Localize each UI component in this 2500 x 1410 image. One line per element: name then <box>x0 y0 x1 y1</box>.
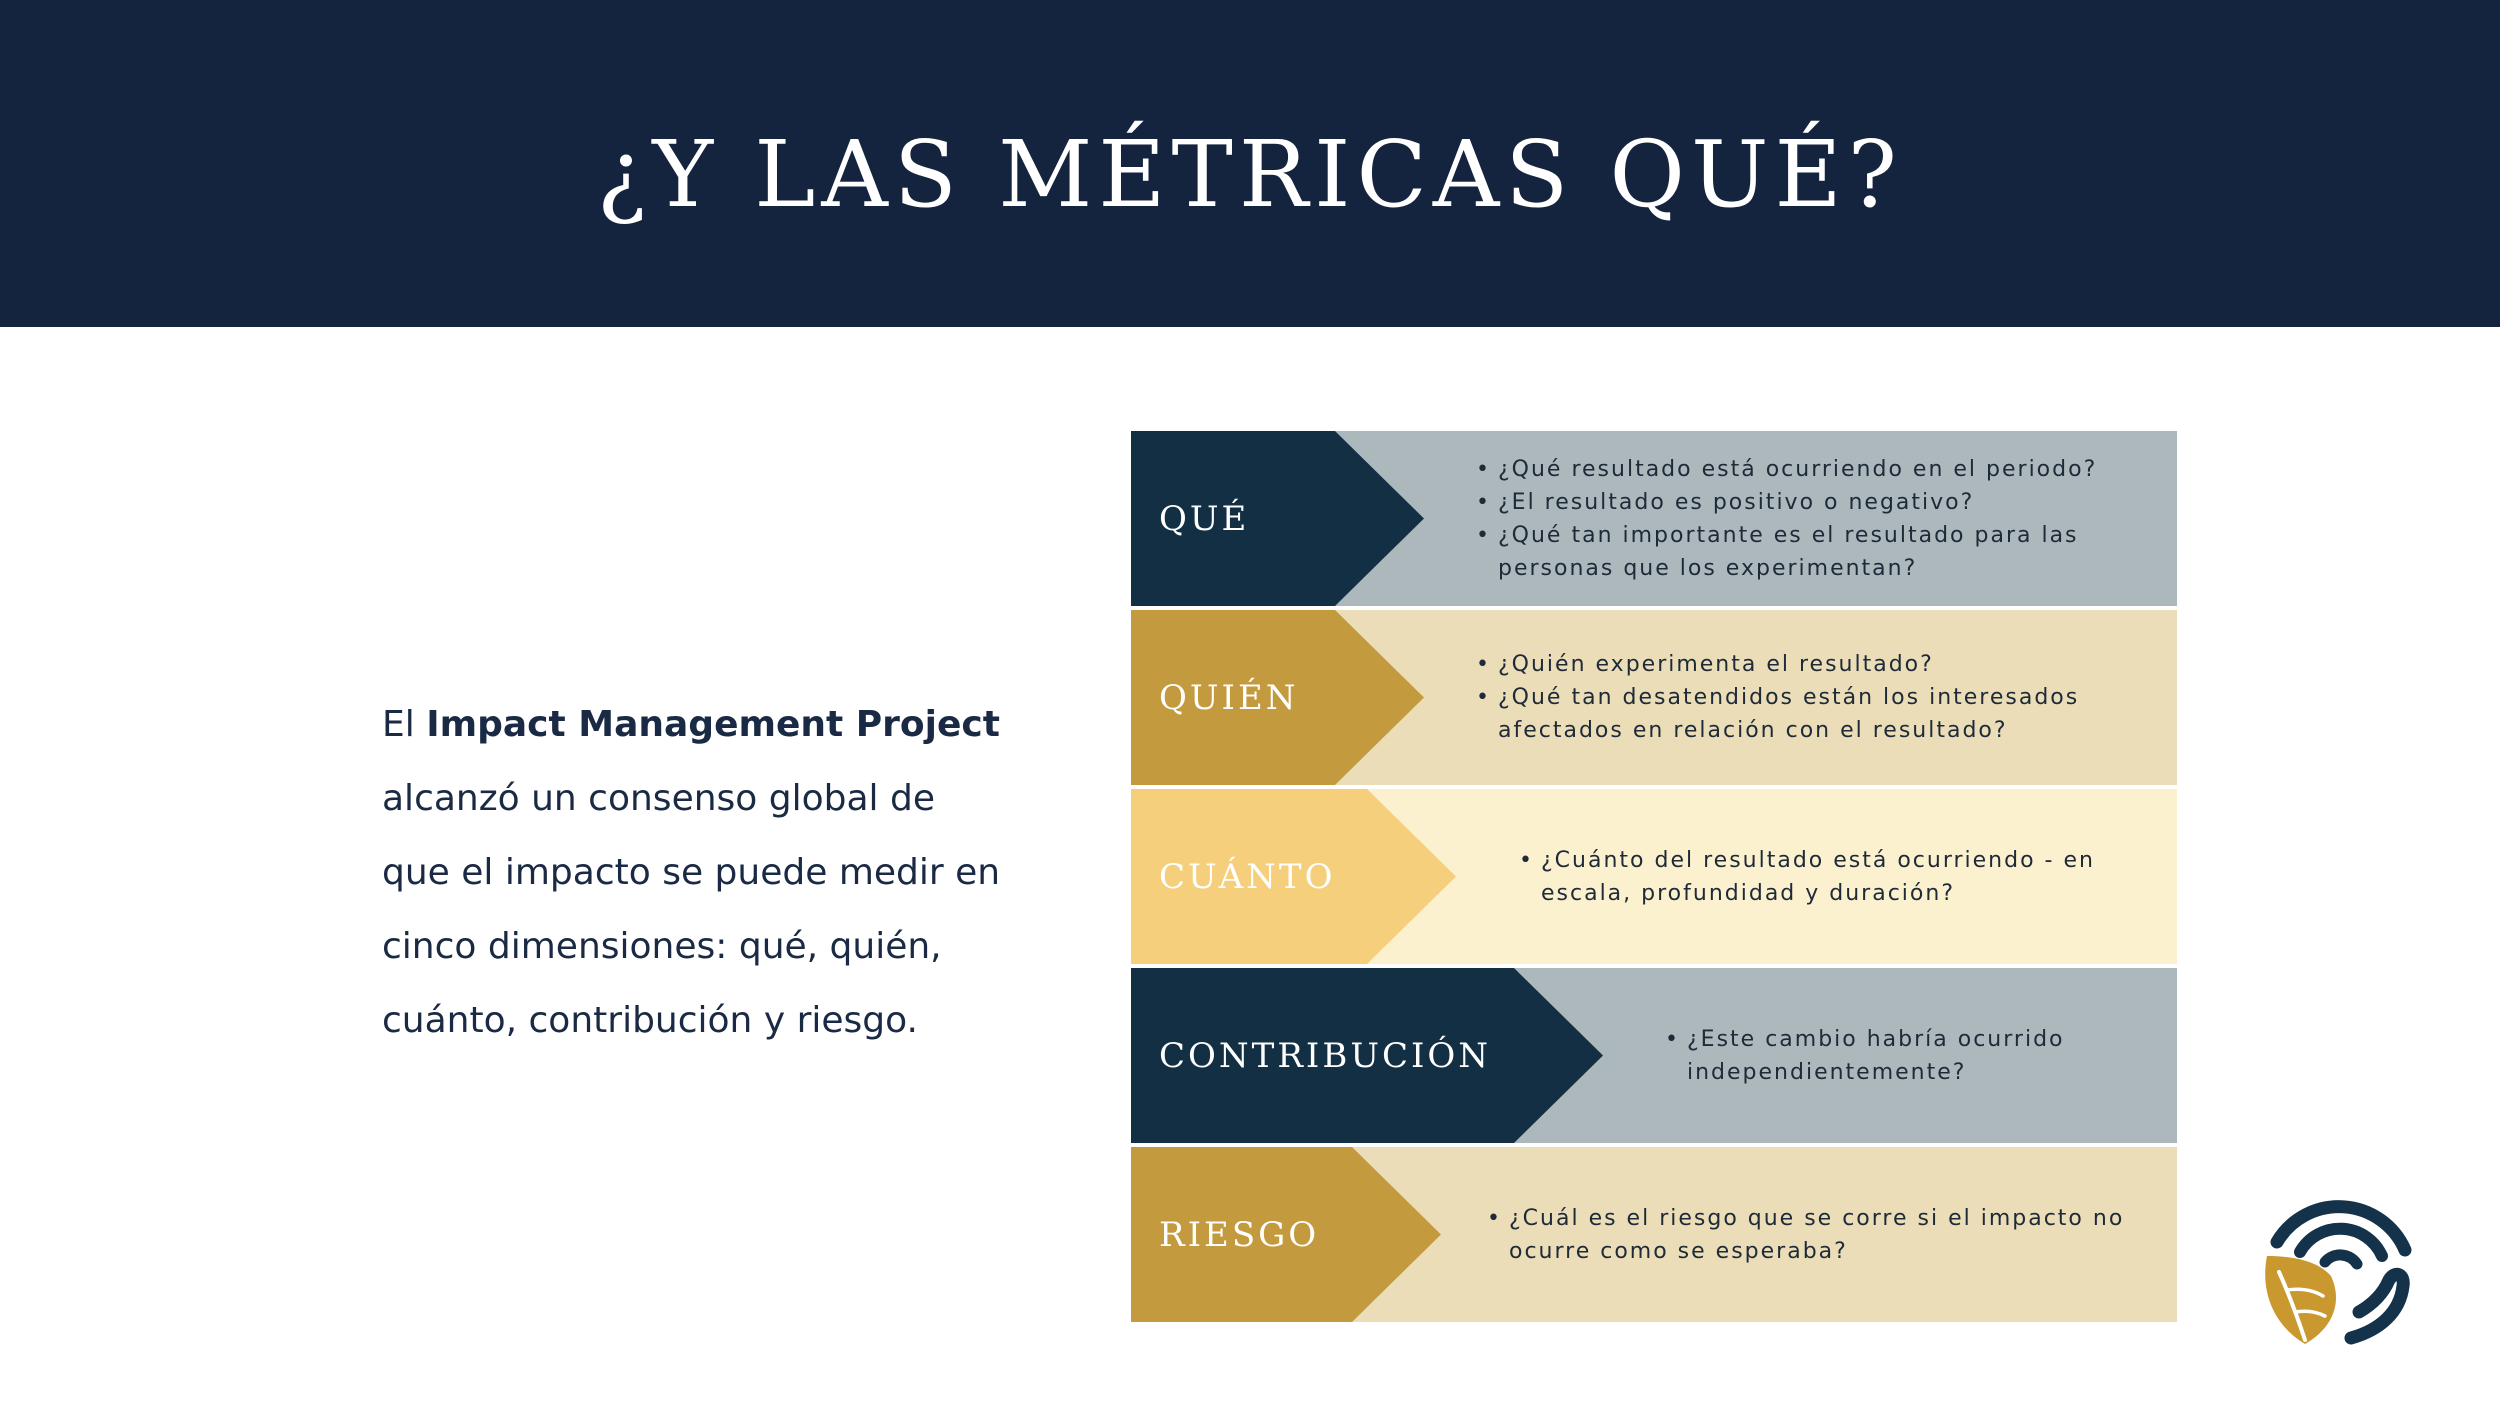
dimension-row-riesgo <box>1131 1147 2177 1322</box>
intro-line-3: que el impacto se puede medir en <box>382 852 1001 893</box>
dimension-row-cuanto <box>1131 789 2177 964</box>
header-banner <box>0 0 2500 327</box>
question-item: • ¿Qué resultado está ocurriendo en el periodo? <box>1476 453 2146 486</box>
dimension-questions <box>1665 968 2145 1143</box>
intro-line-1: El Impact Management Project <box>382 704 1000 745</box>
leaf-signal-logo-icon <box>2255 1190 2425 1355</box>
page-title: ¿Y LAS MÉTRICAS QUÉ? <box>597 121 1903 228</box>
dimension-label: CUÁNTO <box>1159 856 1336 897</box>
dimension-label: QUÉ <box>1159 498 1250 539</box>
question-item: • ¿Este cambio habría ocurrido independientemente? <box>1665 1023 2145 1089</box>
question-item: • ¿Qué tan desatendidos están los interesados afectados en relación con el resultado? <box>1476 681 2146 747</box>
question-item: • ¿Cuál es el riesgo que se corre si el impacto no ocurre como se esperaba? <box>1487 1202 2157 1268</box>
question-item: • ¿Cuánto del resultado está ocurriendo - en escala, profundidad y duración? <box>1519 844 2139 910</box>
intro-paragraph <box>382 688 1032 1058</box>
intro-line-2: alcanzó un consenso global de <box>382 778 935 819</box>
intro-line-5: cuánto, contribución y riesgo. <box>382 1000 918 1041</box>
dimension-questions <box>1519 789 2139 964</box>
dimension-label: QUIÉN <box>1159 677 1299 718</box>
dimension-questions <box>1487 1147 2157 1322</box>
dimension-row-que <box>1131 431 2177 606</box>
question-item: • ¿Qué tan importante es el resultado para las personas que los experimentan? <box>1476 519 2146 585</box>
dimension-label: RIESGO <box>1159 1214 1320 1255</box>
dimension-questions <box>1476 610 2146 785</box>
dimension-questions <box>1476 431 2146 606</box>
dimension-label: CONTRIBUCIÓN <box>1159 1035 1492 1076</box>
intro-highlight: Impact Management Project <box>426 704 1000 745</box>
question-item: • ¿El resultado es positivo o negativo? <box>1476 486 2146 519</box>
dimension-row-contribucion <box>1131 968 2177 1143</box>
question-item: • ¿Quién experimenta el resultado? <box>1476 648 2146 681</box>
dimension-row-quien <box>1131 610 2177 785</box>
intro-line-4: cinco dimensiones: qué, quién, <box>382 926 942 967</box>
